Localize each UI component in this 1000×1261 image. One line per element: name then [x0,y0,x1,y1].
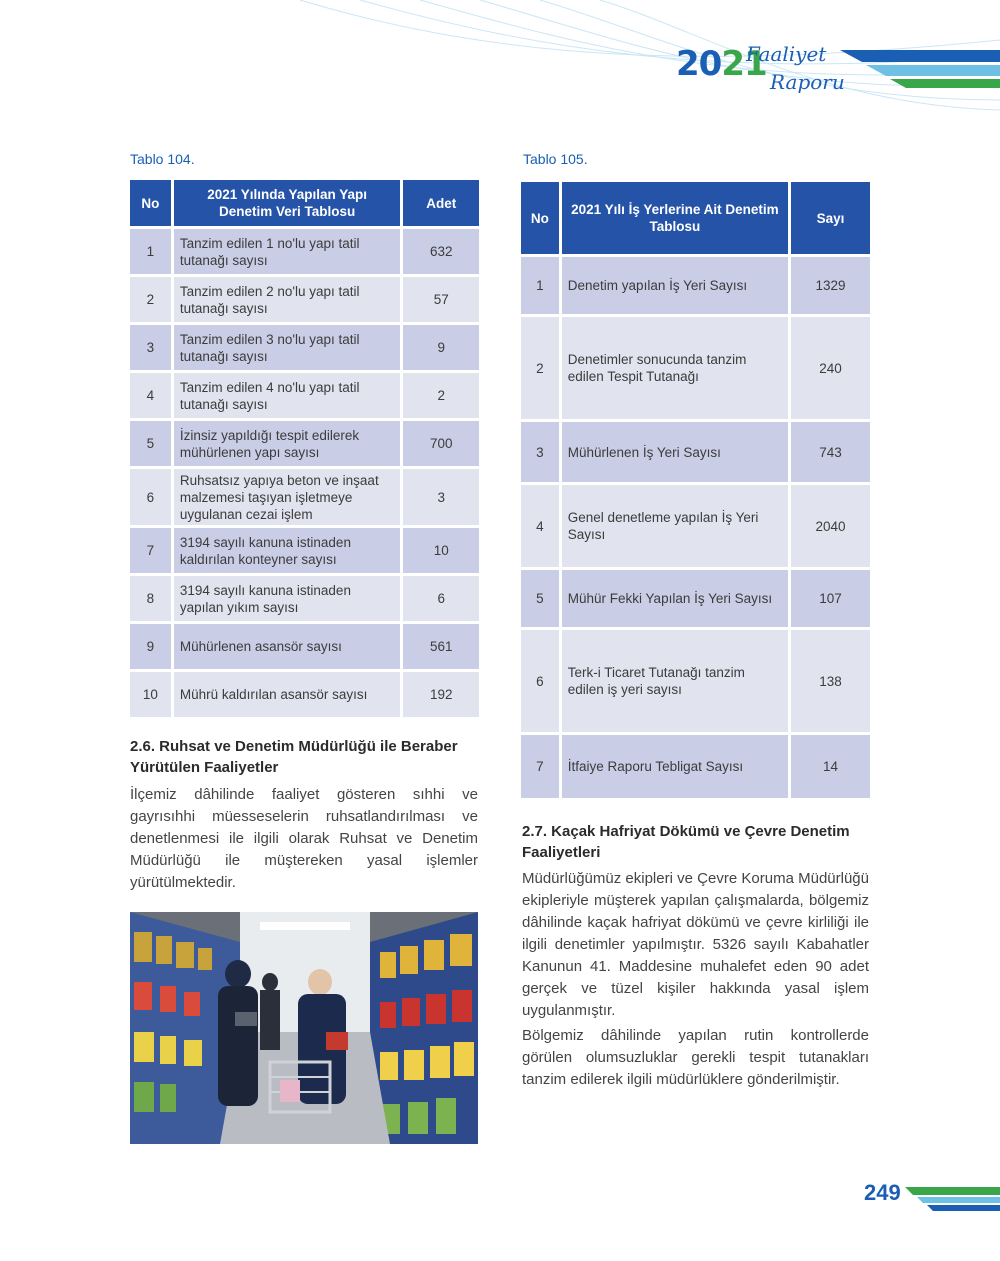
row-desc: 3194 sayılı kanuna istinaden kaldırılan konteyner sayısı [174,528,401,573]
row-desc: Mühürlenen asansör sayısı [174,624,401,669]
section27-body2: Bölgemiz dâhilinde yapılan rutin kontrollerde görülen olumsuzluklar gerekli tespit tutanakları tanzim edilerek ilgili müdürlüklere gönderilmiştir. [522,1027,869,1088]
row-desc: Denetim yapılan İş Yeri Sayısı [562,257,788,314]
table-row [521,317,870,419]
table-row [521,735,870,798]
table-row [521,257,870,314]
row-desc: Tanzim edilen 1 no'lu yapı tatil tutanağı sayısı [174,229,401,274]
row-no: 1 [521,257,559,314]
table-row [130,325,479,370]
row-no: 4 [521,485,559,567]
row-value: 3 [403,469,479,525]
row-value: 561 [403,624,479,669]
row-value: 9 [403,325,479,370]
row-value: 192 [403,672,479,717]
section26-title: 2.6. Ruhsat ve Denetim Müdürlüğü ile Beraber Yürütülen Faaliyetler [130,738,458,776]
row-desc: Terk-i Ticaret Tutanağı tanzim edilen iş yeri sayısı [562,630,788,732]
row-no: 4 [130,373,171,418]
logo-script-line2: Raporu [770,70,845,94]
row-desc: Mührü kaldırılan asansör sayısı [174,672,401,717]
row-no: 7 [521,735,559,798]
row-value: 57 [403,277,479,322]
row-no: 10 [130,672,171,717]
table-row [521,570,870,627]
table-row [130,469,479,525]
report-logo [676,42,846,102]
table-row [130,277,479,322]
row-value: 10 [403,528,479,573]
row-desc: Genel denetleme yapılan İş Yeri Sayısı [562,485,788,567]
table-row [130,576,479,621]
section27-title: 2.7. Kaçak Hafriyat Dökümü ve Çevre Denetim Faaliyetleri [522,823,850,861]
row-no: 6 [521,630,559,732]
row-value: 240 [791,317,870,419]
row-no: 9 [130,624,171,669]
table-row [521,630,870,732]
table104-header-desc: 2021 Yılında Yapılan Yapı Denetim Veri Tablosu [174,180,401,226]
row-desc: Tanzim edilen 4 no'lu yapı tatil tutanağı sayısı [174,373,401,418]
table-row [130,229,479,274]
row-desc: 3194 sayılı kanuna istinaden yapılan yıkım sayısı [174,576,401,621]
logo-year: 2021 [676,44,767,84]
row-value: 6 [403,576,479,621]
footer-decoration [905,1185,1000,1215]
row-value: 743 [791,422,870,482]
row-no: 3 [130,325,171,370]
row-desc: Tanzim edilen 2 no'lu yapı tatil tutanağı sayısı [174,277,401,322]
table-row [130,421,479,466]
row-desc: Ruhsatsız yapıya beton ve inşaat malzemesi taşıyan işletmeye uygulanan cezai işlem [174,469,401,525]
table-row [521,422,870,482]
header-blue-bar [840,50,1000,62]
header-green-bar [890,79,1000,88]
row-no: 3 [521,422,559,482]
page-number: 249 [864,1180,901,1205]
header-lightblue-bar [866,65,1000,76]
table-row [521,485,870,567]
row-value: 632 [403,229,479,274]
table104-caption: Tablo 104. [130,151,195,167]
table105-header-no: No [521,182,559,254]
row-value: 138 [791,630,870,732]
table105 [518,179,873,801]
row-no: 2 [521,317,559,419]
row-no: 6 [130,469,171,525]
table104 [127,177,482,720]
row-desc: Mühürlenen İş Yeri Sayısı [562,422,788,482]
table105-caption: Tablo 105. [523,151,588,167]
header-decoration [0,0,1000,120]
row-no: 7 [130,528,171,573]
row-desc: Tanzim edilen 3 no'lu yapı tatil tutanağı sayısı [174,325,401,370]
section27-body1: Müdürlüğümüz ekipleri ve Çevre Koruma Müdürlüğü ekipleriyle müşterek yapılan çalışmalarda, bölgemiz dâhilinde kaçak hafriyat dökümü ve çevre kirliliği ile ilgili denetimler yapılmıştır. 5326 sayılı Kabahatler Kanunun 41. Maddesine muhalefet eden 90 adet gerçek ve tüzel kişiler hakkında yasal işlem uygulanmıştır. [522,870,869,1019]
table-row [130,672,479,717]
row-value: 2040 [791,485,870,567]
table-row [130,624,479,669]
inspection-photo [130,912,478,1144]
logo-script-line1: Faaliyet [746,42,827,66]
section26-body: İlçemiz dâhilinde faaliyet gösteren sıhhi ve gayrısıhhi müesseselerin ruhsatlandırılması ve denetlenmesi ile ilgili olarak Ruhsat ve Denetim Müdürlüğü ile müştereken yasal işlemler yürütülmektedir. [130,786,478,891]
row-value: 107 [791,570,870,627]
table-row [130,528,479,573]
row-no: 1 [130,229,171,274]
table105-header-desc: 2021 Yılı İş Yerlerine Ait Denetim Tablosu [562,182,788,254]
row-value: 700 [403,421,479,466]
row-value: 1329 [791,257,870,314]
row-no: 2 [130,277,171,322]
table104-header-no: No [130,180,171,226]
row-no: 5 [130,421,171,466]
row-no: 5 [521,570,559,627]
row-desc: İzinsiz yapıldığı tespit edilerek mühürlenen yapı sayısı [174,421,401,466]
row-desc: Mühür Fekki Yapılan İş Yeri Sayısı [562,570,788,627]
row-no: 8 [130,576,171,621]
row-desc: Denetimler sonucunda tanzim edilen Tespit Tutanağı [562,317,788,419]
table-row [130,373,479,418]
table104-header-value: Adet [403,180,479,226]
table105-header-value: Sayı [791,182,870,254]
row-value: 2 [403,373,479,418]
row-value: 14 [791,735,870,798]
row-desc: İtfaiye Raporu Tebligat Sayısı [562,735,788,798]
